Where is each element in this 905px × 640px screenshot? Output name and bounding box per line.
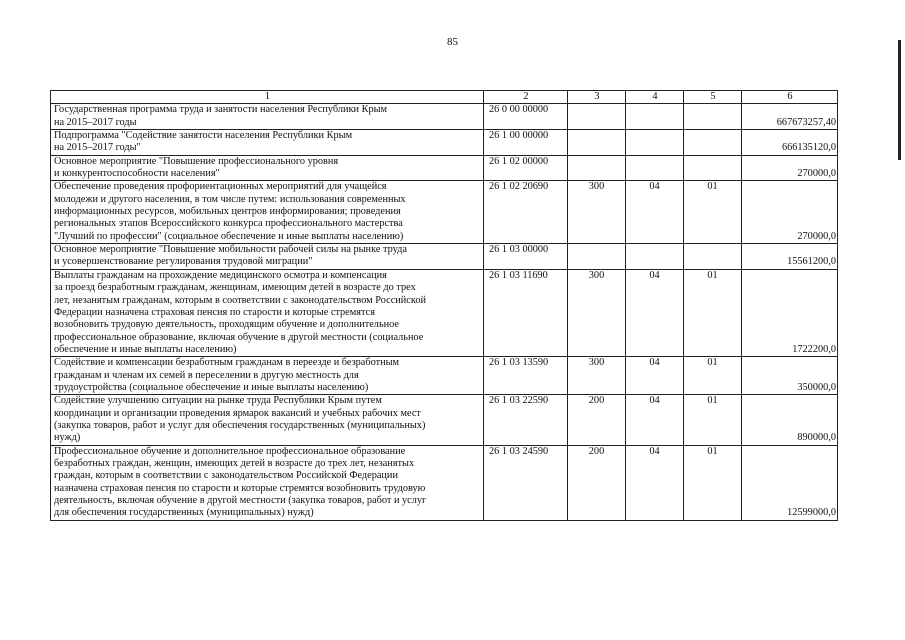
row-name-line: трудоустройства (социальное обеспечение и иные выплаты населению) (54, 381, 369, 393)
row-name-line: молодежи и другого населения, в том числе путем: использования современных (54, 193, 406, 205)
row-code: 26 1 03 00000 (484, 244, 568, 270)
row-amount: 270000,0 (742, 181, 838, 244)
row-col-5: 01 (684, 181, 742, 244)
row-col-3: 200 (568, 395, 626, 445)
row-name-line: деятельность, включая обучение в другой местности (закупка товаров, работ и услуг (54, 495, 427, 506)
row-code: 26 1 03 24590 (484, 445, 568, 520)
row-name-line: (закупка товаров, работ и услуг для обеспечения государственных (муниципальных) (54, 419, 426, 431)
row-amount: 270000,0 (742, 155, 838, 181)
row-name (51, 155, 484, 181)
row-name-line: за проезд безработным гражданам, женщинам, имеющим детей в возрасте до трех (54, 282, 416, 294)
row-name-line: граждан, которым в соответствии с законодательством Российской Федерации (54, 470, 398, 482)
row-name-line: нужд) (54, 432, 81, 444)
header-col-5: 5 (684, 91, 742, 104)
row-name-line: Федерации назначена страховая пенсия по старости и которые стремятся (54, 306, 375, 318)
budget-table (50, 90, 838, 521)
table-row (51, 269, 838, 356)
row-col-4: 04 (626, 395, 684, 445)
header-col-6: 6 (742, 91, 838, 104)
table-row (51, 244, 838, 270)
row-name (51, 130, 484, 156)
row-col-4 (626, 130, 684, 156)
row-amount: 666135120,0 (742, 130, 838, 156)
header-col-4: 4 (626, 91, 684, 104)
row-col-3: 300 (568, 269, 626, 356)
row-name-line: гражданам и членам их семей в переселении в другую местность для (54, 369, 359, 381)
row-name-line: Основное мероприятие "Повышение мобильности рабочей силы на рынке труда (54, 244, 407, 256)
row-name-line: Основное мероприятие "Повышение профессионального уровня (54, 155, 339, 167)
row-col-5 (684, 130, 742, 156)
row-name-line: и конкурентоспособности населения" (54, 168, 220, 180)
row-col-4 (626, 155, 684, 181)
row-name-line: на 2015–2017 годы (54, 116, 137, 128)
row-col-3 (568, 130, 626, 156)
row-col-3 (568, 155, 626, 181)
table-row (51, 181, 838, 244)
row-name (51, 244, 484, 270)
row-col-4 (626, 104, 684, 130)
row-name-line: Содействие и компенсации безработным гражданам в переезде и безработным (54, 357, 400, 369)
row-col-5: 01 (684, 269, 742, 356)
row-col-3: 300 (568, 181, 626, 244)
row-name-line: "Лучший по профессии" (социальное обеспечение и иные выплаты населению) (54, 230, 404, 242)
row-name-line: Содействие улучшению ситуации на рынке труда Республики Крым путем (54, 395, 382, 407)
row-col-5: 01 (684, 357, 742, 395)
row-name-line: профессиональное образование, включая обучение в другой местности (социальное (54, 331, 424, 343)
row-name-line: и усовершенствование регулирования трудовой миграции" (54, 256, 313, 268)
row-col-5 (684, 155, 742, 181)
table-row (51, 395, 838, 445)
row-code: 26 0 00 00000 (484, 104, 568, 130)
row-name-line: Обеспечение проведения профориентационных мероприятий для учащейся (54, 181, 387, 193)
row-col-5 (684, 104, 742, 130)
row-name-line: назначена страховая пенсия по старости и которые стремятся возобновить трудовую (54, 482, 426, 494)
table-row (51, 357, 838, 395)
row-name-line: Профессиональное обучение и дополнительное профессиональное образование (54, 445, 406, 457)
row-name-line: возобновить трудовую деятельность, проходящим обучение и дополнительное (54, 319, 400, 331)
row-code: 26 1 03 13590 (484, 357, 568, 395)
table-body (51, 91, 838, 521)
row-code: 26 1 03 11690 (484, 269, 568, 356)
row-col-3 (568, 244, 626, 270)
row-col-4: 04 (626, 357, 684, 395)
row-col-5: 01 (684, 395, 742, 445)
row-name (51, 445, 484, 520)
row-amount: 15561200,0 (742, 244, 838, 270)
row-col-4: 04 (626, 181, 684, 244)
row-col-4: 04 (626, 269, 684, 356)
row-name-line: Подпрограмма "Содействие занятости населения Республики Крым (54, 130, 353, 142)
row-code: 26 1 03 22590 (484, 395, 568, 445)
row-amount: 890000,0 (742, 395, 838, 445)
table-header-row (51, 91, 838, 104)
header-col-3: 3 (568, 91, 626, 104)
row-code: 26 1 00 00000 (484, 130, 568, 156)
table-row (51, 130, 838, 156)
table-row (51, 445, 838, 520)
row-name (51, 104, 484, 130)
row-col-3 (568, 104, 626, 130)
row-col-4: 04 (626, 445, 684, 520)
row-name-line: региональных этапов Всероссийского конкурса профессионального мастерства (54, 218, 403, 230)
header-col-2: 2 (484, 91, 568, 104)
row-name (51, 269, 484, 356)
row-code: 26 1 02 20690 (484, 181, 568, 244)
row-amount: 667673257,40 (742, 104, 838, 130)
row-col-3: 300 (568, 357, 626, 395)
row-amount: 1722200,0 (742, 269, 838, 356)
row-name-line: лет, незанятым гражданам, которым в соответствии с законодательством Российской (54, 294, 427, 306)
row-name-line: обеспечение и иные выплаты населению) (54, 343, 237, 355)
scan-edge-mark (898, 40, 901, 160)
row-col-5 (684, 244, 742, 270)
row-name (51, 395, 484, 445)
row-name-line: Выплаты гражданам на прохождение медицинского осмотра и компенсация (54, 269, 387, 281)
row-name-line: на 2015–2017 годы" (54, 142, 141, 154)
header-col-1: 1 (51, 91, 484, 104)
table-row (51, 104, 838, 130)
row-name (51, 357, 484, 395)
row-col-4 (626, 244, 684, 270)
row-name-line: безработных граждан, женщин, имеющих детей в возрасте до трех лет, незанятых (54, 457, 415, 469)
row-amount: 12599000,0 (742, 445, 838, 520)
row-col-3: 200 (568, 445, 626, 520)
row-code: 26 1 02 00000 (484, 155, 568, 181)
row-name (51, 181, 484, 244)
row-name-line: информационных ресурсов, мобильных центров информирования; проведения (54, 206, 401, 218)
row-name-line: Государственная программа труда и занятости населения Республики Крым (54, 104, 388, 116)
row-name-line: для обеспечения государственных (муниципальных) нужд) (54, 507, 314, 519)
row-name-line: координации и организации проведения ярмарок вакансий и учебных рабочих мест (54, 407, 421, 419)
table-row (51, 155, 838, 181)
row-amount: 350000,0 (742, 357, 838, 395)
page-number: 85 (447, 36, 458, 48)
row-col-5: 01 (684, 445, 742, 520)
